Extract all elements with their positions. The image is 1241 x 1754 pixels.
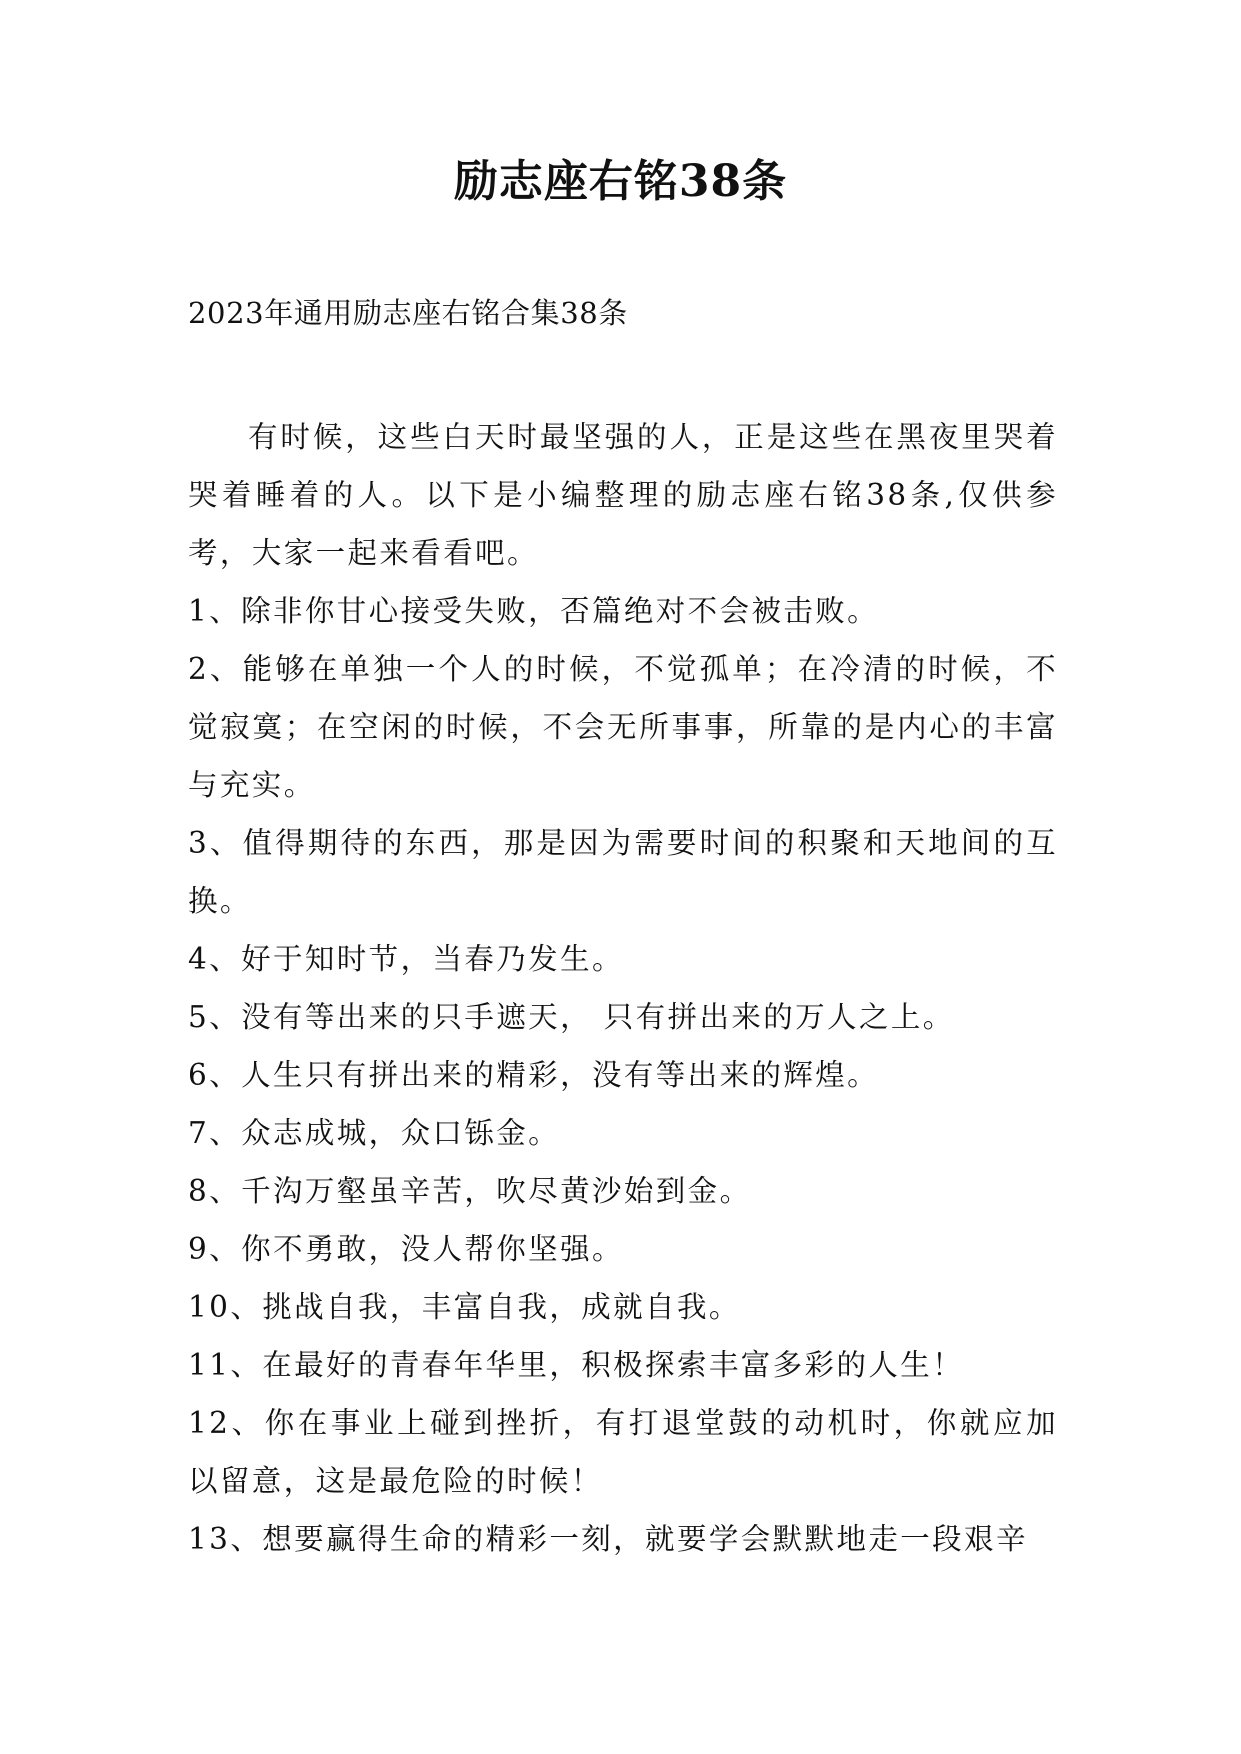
motto-item-7: 7、众志成城，众口铄金。 <box>188 1116 561 1150</box>
motto-item-5: 5、没有等出来的只手遮天， 只有拼出来的万人之上。 <box>188 1000 955 1034</box>
motto-item-1: 1、除非你甘心接受失败，否篇绝对不会被击败。 <box>188 594 880 628</box>
document-subtitle: 2023年通用励志座右铭合集38条 <box>188 296 628 330</box>
motto-item-11: 11、在最好的青春年华里，积极探索丰富多彩的人生！ <box>188 1348 965 1382</box>
motto-item-10: 10、挑战自我，丰富自我，成就自我。 <box>188 1290 741 1324</box>
motto-item-13: 13、想要赢得生命的精彩一刻，就要学会默默地走一段艰辛 <box>188 1522 1028 1556</box>
motto-item-4: 4、好于知时节，当春乃发生。 <box>188 942 624 976</box>
motto-item-2: 2、能够在单独一个人的时候，不觉孤单；在冷清的时候，不觉寂寞；在空闲的时候，不会无所事事，所靠的是内心的丰富与充实。 <box>188 652 1058 802</box>
document-body <box>188 408 1058 1568</box>
motto-item-6: 6、人生只有拼出来的精彩，没有等出来的辉煌。 <box>188 1058 880 1092</box>
intro-paragraph: 有时候，这些白天时最坚强的人，正是这些在黑夜里哭着哭着睡着的人。以下是小编整理的励志座右铭38条,仅供参考，大家一起来看看吧。 <box>188 420 1058 570</box>
motto-item-3: 3、值得期待的东西，那是因为需要时间的积聚和天地间的互换。 <box>188 826 1058 918</box>
motto-item-12: 12、你在事业上碰到挫折，有打退堂鼓的动机时，你就应加以留意，这是最危险的时候！ <box>188 1406 1058 1498</box>
motto-item-9: 9、你不勇敢，没人帮你坚强。 <box>188 1232 624 1266</box>
document-title: 励志座右铭38条 <box>453 156 788 207</box>
motto-item-8: 8、千沟万壑虽辛苦，吹尽黄沙始到金。 <box>188 1174 752 1208</box>
